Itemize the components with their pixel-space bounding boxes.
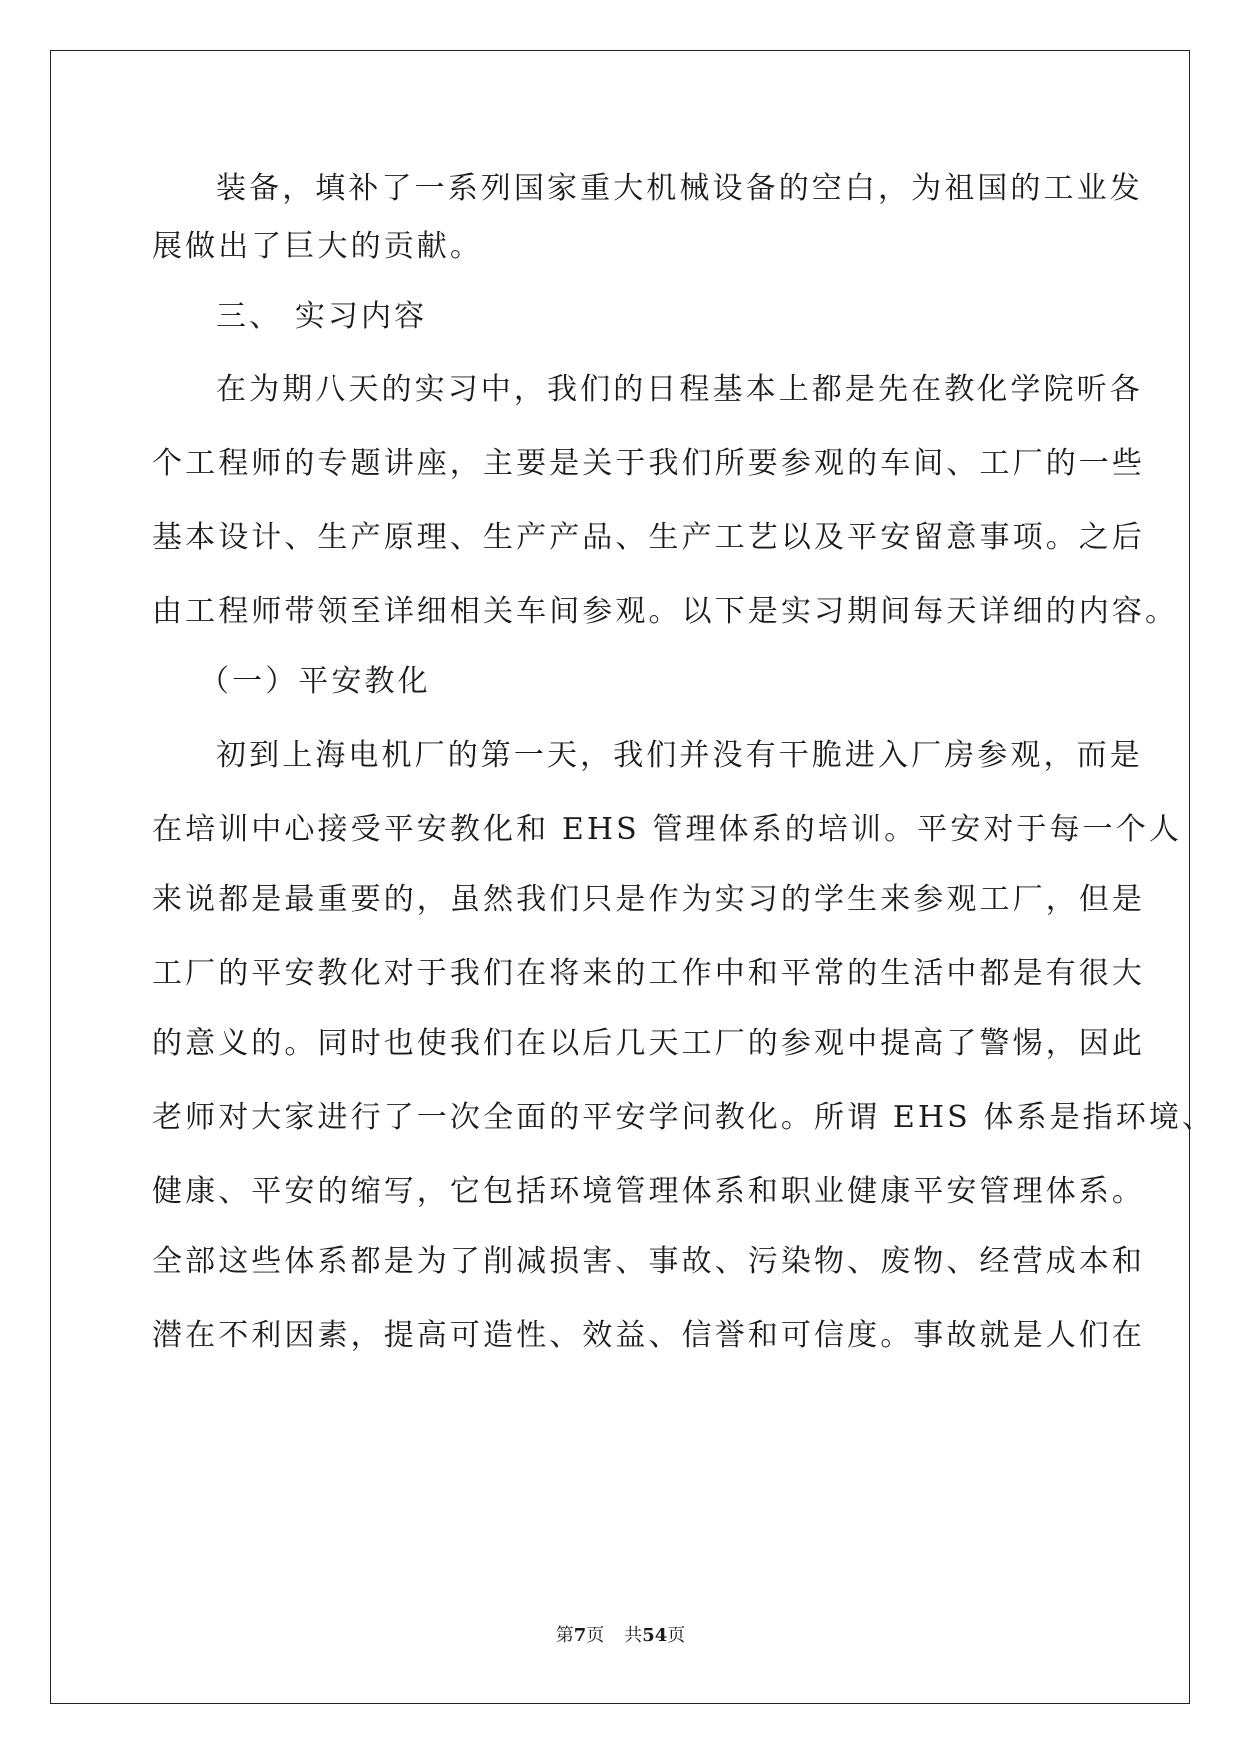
page-footer — [0, 1624, 1241, 1648]
paragraph-line: 潜在不利因素，提高可造性、效益、信誉和可信度。事故就是人们在 — [152, 1318, 1145, 1353]
paragraph-line: 工厂的平安教化对于我们在将来的工作中和平常的生活中都是有很大 — [152, 956, 1145, 991]
paragraph-line: 装备，填补了一系列国家重大机械设备的空白，为祖国的工业发 — [216, 171, 1143, 206]
paragraph-line: 在培训中心接受平安教化和 EHS 管理体系的培训。平安对于每一个人 — [152, 812, 1182, 847]
page-prefix: 第 — [555, 1625, 574, 1646]
subsection-heading: （一）平安教化 — [199, 664, 431, 699]
page-number: 7 — [573, 1625, 587, 1646]
paragraph-line: 由工程师带领至详细相关车间参观。以下是实习期间每天详细的内容。 — [152, 594, 1179, 629]
paragraph-line: 初到上海电机厂的第一天，我们并没有干脆进入厂房参观，而是 — [216, 738, 1143, 773]
paragraph-line: 展做出了巨大的贡献。 — [152, 229, 483, 264]
paragraph-line: 个工程师的专题讲座，主要是关于我们所要参观的车间、工厂的一些 — [152, 446, 1145, 481]
paragraph-line: 在为期八天的实习中，我们的日程基本上都是先在教化学院听各 — [216, 372, 1143, 407]
paragraph-line: 来说都是最重要的，虽然我们只是作为实习的学生来参观工厂，但是 — [152, 882, 1145, 917]
total-suffix: 页 — [667, 1625, 686, 1646]
section-heading: 三、 实习内容 — [216, 299, 428, 334]
paragraph-line: 基本设计、生产原理、生产产品、生产工艺以及平安留意事项。之后 — [152, 520, 1145, 555]
total-pages: 54 — [642, 1625, 668, 1646]
total-prefix: 共 — [624, 1625, 643, 1646]
paragraph-line: 老师对大家进行了一次全面的平安学问教化。所谓 EHS 体系是指环境、 — [152, 1100, 1216, 1135]
paragraph-line: 全部这些体系都是为了削减损害、事故、污染物、废物、经营成本和 — [152, 1244, 1145, 1279]
paragraph-line: 健康、平安的缩写，它包括环境管理体系和职业健康平安管理体系。 — [152, 1174, 1145, 1209]
paragraph-line: 的意义的。同时也使我们在以后几天工厂的参观中提高了警惕，因此 — [152, 1026, 1145, 1061]
page-suffix: 页 — [586, 1625, 605, 1646]
